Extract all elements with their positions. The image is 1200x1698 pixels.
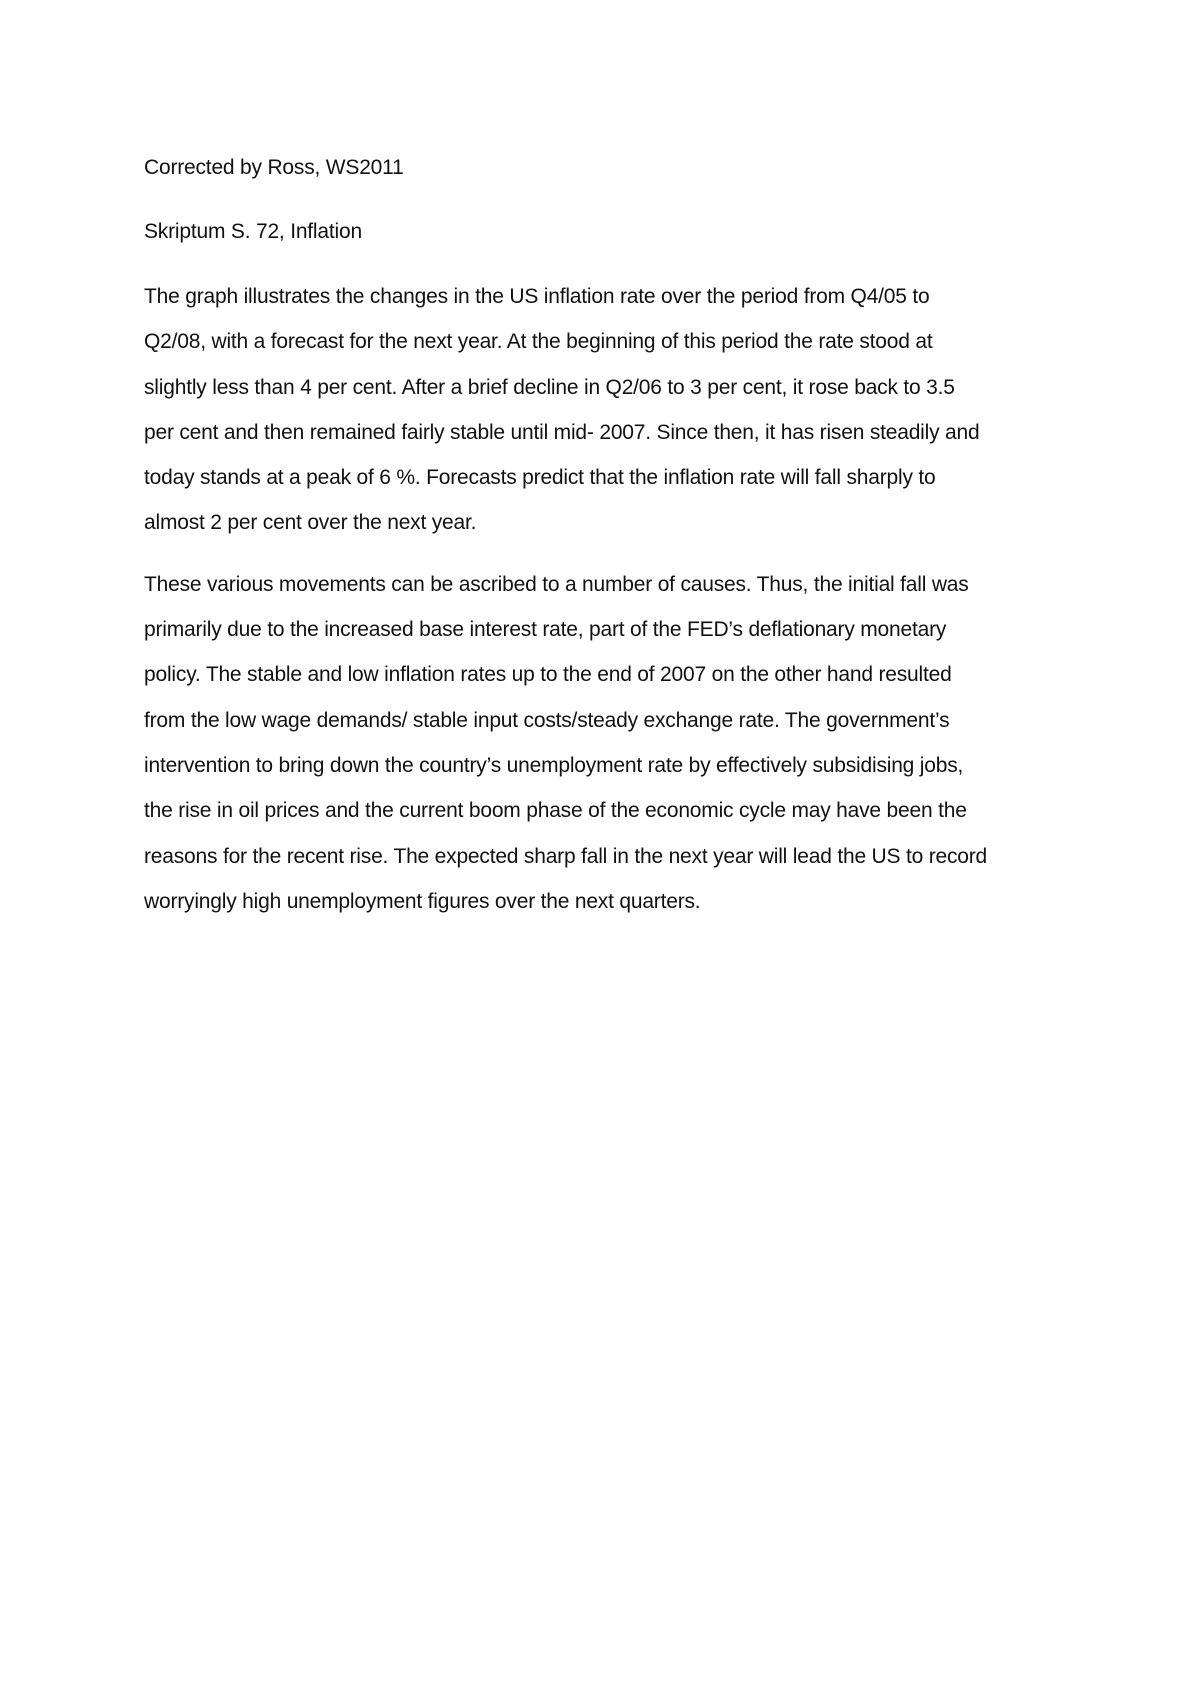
paragraph-line: the rise in oil prices and the current boom phase of the economic cycle may have been the [144, 799, 967, 823]
paragraph-2 [144, 562, 1069, 924]
paragraph-line: today stands at a peak of 6 %. Forecasts predict that the inflation rate will fall sharply to [144, 466, 936, 490]
correction-note: Corrected by Ross, WS2011 [144, 156, 404, 179]
paragraph-line: policy. The stable and low inflation rates up to the end of 2007 on the other hand resulted [144, 663, 952, 687]
paragraph-line: primarily due to the increased base interest rate, part of the FED’s deflationary monetary [144, 618, 947, 642]
paragraph-line: worryingly high unemployment figures over the next quarters. [144, 889, 701, 913]
document-body [144, 146, 1069, 940]
paragraph-line: intervention to bring down the country’s unemployment rate by effectively subsidising jobs, [144, 753, 964, 777]
paragraph-line: slightly less than 4 per cent. After a brief decline in Q2/06 to 3 per cent, it rose back to 3.5 [144, 375, 955, 399]
paragraph-line: per cent and then remained fairly stable until mid- 2007. Since then, it has risen steadily and [144, 420, 980, 444]
paragraph-line: Q2/08, with a forecast for the next year. At the beginning of this period the rate stood at [144, 330, 933, 354]
paragraph-line: reasons for the recent rise. The expected sharp fall in the next year will lead the US to record [144, 844, 988, 868]
paragraph-line: from the low wage demands/ stable input costs/steady exchange rate. The government’s [144, 708, 950, 732]
paragraph-line: These various movements can be ascribed to a number of causes. Thus, the initial fall was [144, 572, 969, 596]
paragraph-1 [144, 274, 1069, 546]
paragraph-line: almost 2 per cent over the next year. [144, 511, 477, 535]
paragraph-line: The graph illustrates the changes in the US inflation rate over the period from Q4/05 to [144, 285, 930, 308]
document-heading: Skriptum S. 72, Inflation [144, 220, 362, 243]
